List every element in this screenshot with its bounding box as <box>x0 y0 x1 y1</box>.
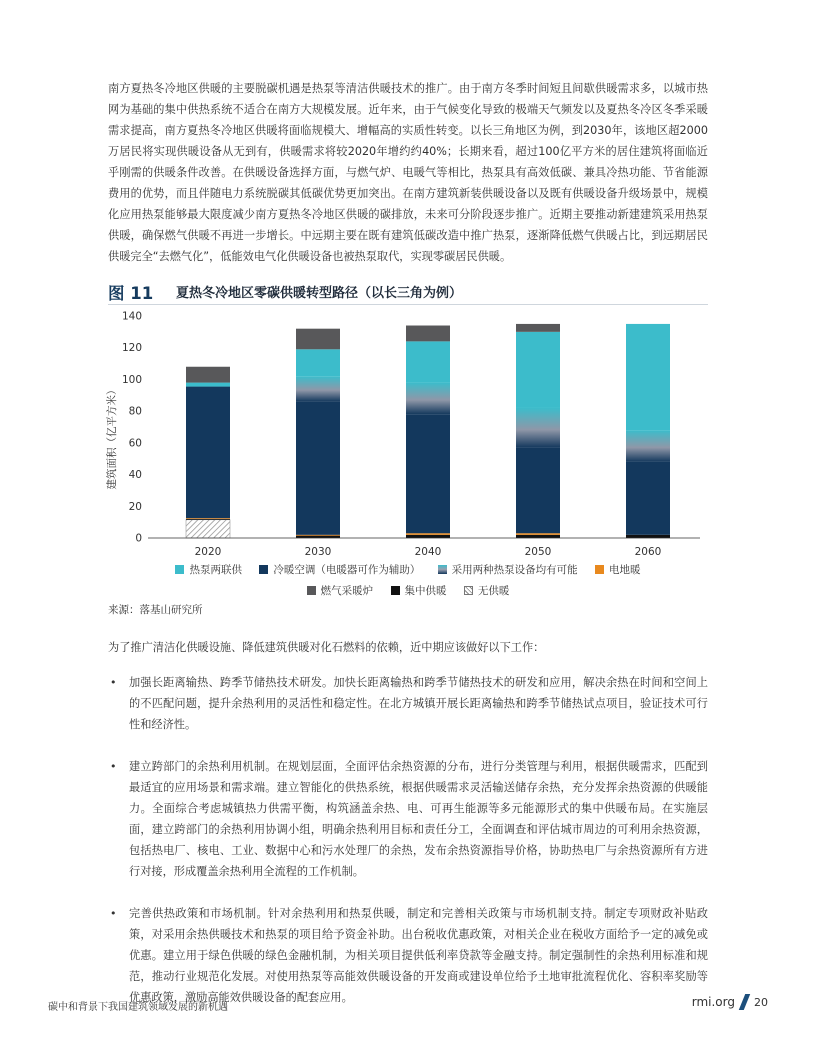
legend-swatch-electric <box>595 565 604 574</box>
y-tick-label: 20 <box>128 500 142 513</box>
bar-segment-gas-2050 <box>516 324 560 332</box>
y-tick-label: 80 <box>128 405 142 418</box>
legend-label-central: 集中供暖 <box>404 585 447 597</box>
bar-segment-heatpump-2060 <box>626 324 670 430</box>
bar-segment-electric-2050 <box>516 533 560 535</box>
bullet-dot-icon: • <box>110 760 117 773</box>
legend-swatch-ac <box>259 565 268 574</box>
bar-segment-central-2040 <box>406 535 450 538</box>
x-tick-label: 2040 <box>414 546 442 558</box>
bar-segment-heatpump-2040 <box>406 341 450 382</box>
x-tick-label: 2020 <box>194 546 222 558</box>
bullet-list <box>108 672 708 1029</box>
legend-label-gas: 燃气采暖炉 <box>320 585 374 597</box>
bullet-dot-icon: • <box>110 907 117 920</box>
bullet-item <box>108 903 708 1008</box>
figure-heading <box>108 280 708 304</box>
intro-paragraph: 南方夏热冬冷地区供暖的主要脱碳机遇是热泵等清洁供暖技术的推广。由于南方冬季时间短且间歇供暖需求多，以城市热网为基础的集中供热系统不适合在南方大规模发展。近年来，由于气候变化导致的极端天气频发以及夏热冬冷区冬季采暖需求提高，南方夏热冬冷地区供暖将面临规模大、增幅高的实质性转变。以长三角地区为例，到2030年，该地区超2000万居民将实现供暖设备从无到有，供暖需求将较2020年增约约40%；长期来看，超过100亿平方米的居住建筑将面临近乎刚需的供暖条件改善。在供暖设备选择方面，与燃气炉、电暖气等相比，热泵具有高效低碳、兼具冷热功能、节省能源费用的优势，而且伴随电力系统脱碳其低碳优势更加突出。在南方建筑新装供暖设备以及既有供暖设备升级场景中，规模化应用热泵能够最大限度减少南方夏热冬冷地区供暖的碳排放，未来可分阶段逐步推广。近期主要推动新建建筑采用热泵供暖，确保燃气供暖不再进一步增长。中远期主要在既有建筑低碳改造中推广热泵，逐渐降低燃气供暖占比，到远期居民供暖完全“去燃气化”，低能效电气化供暖设备也被热泵取代，实现零碳居民供暖。 <box>108 82 708 263</box>
legend-row-1 <box>108 562 708 577</box>
legend-item-gas <box>307 583 374 598</box>
y-tick-label: 120 <box>121 342 142 355</box>
bar-segment-ac-2050 <box>516 448 560 534</box>
figure-title: 夏热冬冷地区零碳供暖转型路径（以长三角为例） <box>176 286 463 301</box>
x-tick-label: 2050 <box>524 546 552 558</box>
bar-segment-central-2060 <box>626 535 670 538</box>
bar-segment-transition-2040 <box>406 383 450 415</box>
legend-row-2 <box>108 583 708 598</box>
bar-segment-gas-2020 <box>186 367 230 383</box>
bar-segment-central-2020 <box>186 519 230 520</box>
y-tick-label: 60 <box>128 437 142 450</box>
bar-segment-electric-2030 <box>296 535 340 536</box>
figure-number: 图 11 <box>108 284 154 303</box>
footer-page-info <box>692 994 768 1010</box>
bar-segment-ac-2030 <box>296 402 340 535</box>
bar-segment-ac-2040 <box>406 414 450 533</box>
x-tick-label: 2030 <box>304 546 332 558</box>
bar-segment-gas-2040 <box>406 326 450 342</box>
figure-divider <box>108 304 708 305</box>
footer-report-title: 碳中和背景下我国建筑领域发展的新机遇 <box>48 1002 228 1013</box>
bar-segment-ac-2060 <box>626 462 670 535</box>
x-tick-label: 2060 <box>634 546 662 558</box>
legend-item-electric <box>595 562 641 577</box>
stacked-bar-chart <box>100 306 700 560</box>
bar-segment-heatpump-2030 <box>296 349 340 376</box>
bar-segment-central-2050 <box>516 535 560 538</box>
legend-label-transition: 采用两种热泵设备均有可能 <box>451 564 578 576</box>
bullet-dot-icon: • <box>110 676 117 689</box>
y-tick-label: 140 <box>121 310 142 323</box>
bullet-text: 完善供热政策和市场机制。针对余热利用和热泵供暖，制定和完善相关政策与市场机制支持。制定专项财政补贴政策，对采用余热供暖技术和热泵的项目给予资金补助。出台税收优惠政策，对相关企业在税收方面给予一定的减免或优惠。建立用于绿色供暖的绿色金融机制，为相关项目提供低利率贷款等金融支持。制定强制性的余热利用标准和规范，推动行业规范化发展。对使用热泵等高能效供暖设备的开发商或建设单位给予土地审批流程优化、容积率奖励等优惠政策，激励高能效供暖设备的配套应用。 <box>129 907 708 1004</box>
footer-site-link[interactable]: rmi.org <box>691 995 735 1009</box>
legend-item-none <box>464 583 510 598</box>
bullet-item <box>108 672 708 735</box>
footer-page-number: 20 <box>754 995 768 1009</box>
legend-item-transition <box>438 562 578 577</box>
lead-sentence: 为了推广清洁化供暖设施、降低建筑供暖对化石燃料的依赖，近中期应该做好以下工作： <box>108 641 545 654</box>
legend-swatch-none <box>464 586 473 595</box>
legend-label-none: 无供暖 <box>477 585 510 597</box>
slash-divider-icon <box>739 994 750 1010</box>
bar-segment-transition-2050 <box>516 408 560 448</box>
legend-label-heatpump: 热泵两联供 <box>189 564 242 576</box>
legend-label-ac: 冷暖空调（电暖器可作为辅助） <box>273 564 421 576</box>
y-tick-label: 40 <box>128 469 142 482</box>
y-tick-label: 100 <box>121 373 142 386</box>
legend-item-central <box>391 583 447 598</box>
bar-segment-electric-2020 <box>186 518 230 519</box>
bullet-text: 建立跨部门的余热利用机制。在规划层面，全面评估余热资源的分布，进行分类管理与利用，根据供暖需求，匹配到最适宜的应用场景和需求端。建立智能化的供热系统，根据供暖需求灵活输送储存余热，充分发挥余热资源的供暖能力。全面综合考虑城镇热力供需平衡，构筑涵盖余热、电、可再生能源等多元能源形式的集中供暖布局。在实施层面，建立跨部门的余热利用协调小组，明确余热利用目标和责任分工，全面调查和评估城市周边的可利用余热资源，包括热电厂、核电、工业、数据中心和污水处理厂的余热，发布余热资源指导价格，协助热电厂与余热资源所有方进行对接，形成覆盖余热利用全流程的工作机制。 <box>129 760 708 878</box>
legend-swatch-heatpump <box>175 565 184 574</box>
legend-label-electric: 电地暖 <box>609 564 641 576</box>
y-tick-label: 0 <box>135 532 142 545</box>
bar-segment-none-2020 <box>186 520 230 538</box>
bar-segment-ac-2020 <box>186 387 230 519</box>
legend-item-ac <box>259 562 420 577</box>
bullet-text: 加强长距离输热、跨季节储热技术研发。加快长距离输热和跨季节储热技术的研发和应用，解决余热在时间和空间上的不匹配问题，提升余热利用的灵活性和稳定性。在北方城镇开展长距离输热和跨季节储热试点项目，验证技术可行性和经济性。 <box>129 676 708 731</box>
bar-segment-heatpump-2050 <box>516 332 560 408</box>
bar-segment-gas-2030 <box>296 329 340 350</box>
legend-swatch-central <box>391 586 400 595</box>
legend-swatch-transition <box>438 565 447 574</box>
legend-swatch-gas <box>307 586 316 595</box>
bar-segment-heatpump-2020 <box>186 383 230 387</box>
bar-segment-electric-2040 <box>406 533 450 535</box>
y-axis-label: 建筑面积（亿平方米） <box>106 384 118 490</box>
bullet-item <box>108 756 708 882</box>
figure-source: 来源：落基山研究所 <box>108 604 203 616</box>
legend-item-heatpump <box>175 562 242 577</box>
bar-segment-transition-2060 <box>626 430 670 462</box>
bar-segment-transition-2030 <box>296 376 340 401</box>
